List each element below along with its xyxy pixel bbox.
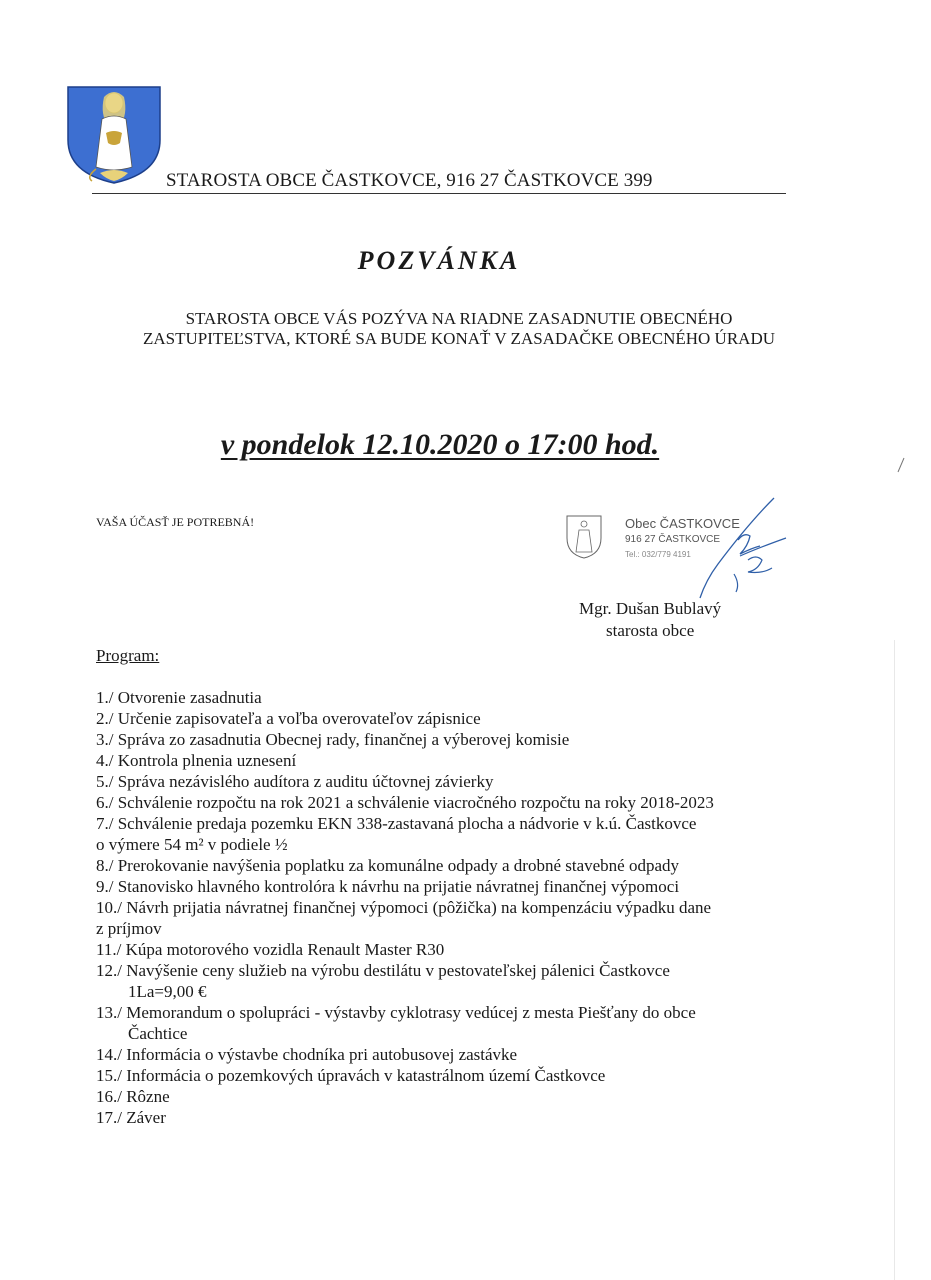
- agenda-item-text: 15./ Informácia o pozemkových úpravách v katastrálnom území Častkovce: [96, 1066, 606, 1085]
- agenda-item: [96, 750, 856, 771]
- agenda-item-text: 14./ Informácia o výstavbe chodníka pri autobusovej zastávke: [96, 1045, 518, 1064]
- agenda-item: [96, 1044, 856, 1065]
- stamp-line: 916 27 ČASTKOVCE: [625, 534, 721, 545]
- agenda-item: [96, 939, 856, 960]
- agenda-item-text: 5./ Správa nezávislého audítora z auditu účtovnej závierky: [96, 772, 494, 791]
- issuer-header: STAROSTA OBCE ČASTKOVCE, 916 27 ČASTKOVCE 399: [166, 170, 653, 191]
- agenda-item: [96, 729, 856, 750]
- agenda-item-text: 9./ Stanovisko hlavného kontrolóra k návrhu na prijatie návratnej finančnej výpomoci: [96, 877, 680, 896]
- agenda-item-continuation: Čachtice: [128, 1024, 188, 1043]
- stamp-line: Obec ČASTKOVCE: [625, 516, 740, 531]
- agenda-item: [96, 813, 856, 855]
- signatory-name: Mgr. Dušan Bublavý: [579, 599, 722, 618]
- agenda-item-text: 1./ Otvorenie zasadnutia: [96, 688, 262, 707]
- agenda-item: [96, 960, 856, 1002]
- agenda-item: [96, 1107, 856, 1128]
- agenda-item-text: 7./ Schválenie predaja pozemku EKN 338-zastavaná plocha a nádvorie v k.ú. Častkovce: [96, 814, 697, 833]
- scan-edge: [894, 640, 895, 1280]
- agenda-item-text: 8./ Prerokovanie navýšenia poplatku za komunálne odpady a drobné stavebné odpady: [96, 856, 680, 875]
- agenda-item: [96, 1065, 856, 1086]
- agenda-item-text: 4./ Kontrola plnenia uznesení: [96, 751, 297, 770]
- agenda-item-text: 12./ Navýšenie ceny služieb na výrobu destilátu v pestovateľskej pálenici Častkovce: [96, 961, 670, 980]
- agenda-item-text: 10./ Návrh prijatia návratnej finančnej výpomoci (pôžička) na kompenzáciu výpadku dane: [96, 898, 712, 917]
- agenda-item: [96, 855, 856, 876]
- agenda-item: [96, 687, 856, 708]
- village-coat-of-arms-icon: [66, 85, 162, 185]
- signatory-role: starosta obce: [606, 621, 695, 640]
- agenda-item: [96, 1086, 856, 1107]
- program-heading: Program:: [96, 646, 160, 665]
- agenda-item: [96, 876, 856, 897]
- handwritten-signature: [678, 494, 798, 614]
- stamp-crest-icon: [565, 514, 603, 560]
- header-divider: [92, 193, 786, 194]
- agenda-item-text: 17./ Záver: [96, 1108, 166, 1127]
- agenda-item-text: 2./ Určenie zapisovateľa a voľba overovateľov zápisnice: [96, 709, 481, 728]
- agenda-item-text: 11./ Kúpa motorového vozidla Renault Master R30: [96, 940, 445, 959]
- agenda-item: [96, 708, 856, 729]
- scan-mark: [896, 456, 906, 474]
- agenda-item: [96, 792, 856, 813]
- agenda-item: [96, 771, 856, 792]
- agenda-item-continuation: 1La=9,00 €: [128, 982, 207, 1001]
- intro-line: ZASTUPITEĽSTVA, KTORÉ SA BUDE KONAŤ V ZASADAČKE OBECNÉHO ÚRADU: [142, 329, 776, 348]
- document-title: POZVÁNKA: [357, 246, 521, 275]
- agenda-item-text: 6./ Schválenie rozpočtu na rok 2021 a schválenie viacročného rozpočtu na roky 2018-2023: [96, 793, 714, 812]
- attendance-note: VAŠA ÚČASŤ JE POTREBNÁ!: [96, 515, 255, 529]
- agenda-item-text: 13./ Memorandum o spolupráci - výstavby cyklotrasy vedúcej z mesta Piešťany do obce: [96, 1003, 696, 1022]
- agenda-item-continuation: z príjmov: [96, 919, 162, 938]
- agenda-list: [96, 687, 856, 1128]
- agenda-item-continuation: o výmere 54 m² v podiele ½: [96, 835, 288, 854]
- agenda-item: [96, 1002, 856, 1044]
- agenda-item-text: 3./ Správa zo zasadnutia Obecnej rady, finančnej a výberovej komisie: [96, 730, 570, 749]
- agenda-item-text: 16./ Rôzne: [96, 1087, 170, 1106]
- stamp-line: Tel.: 032/779 4191: [625, 550, 691, 559]
- agenda-item: [96, 897, 856, 939]
- intro-line: STAROSTA OBCE VÁS POZÝVA NA RIADNE ZASADNUTIE OBECNÉHO: [185, 309, 733, 328]
- meeting-date: v pondelok 12.10.2020 o 17:00 hod.: [220, 428, 660, 461]
